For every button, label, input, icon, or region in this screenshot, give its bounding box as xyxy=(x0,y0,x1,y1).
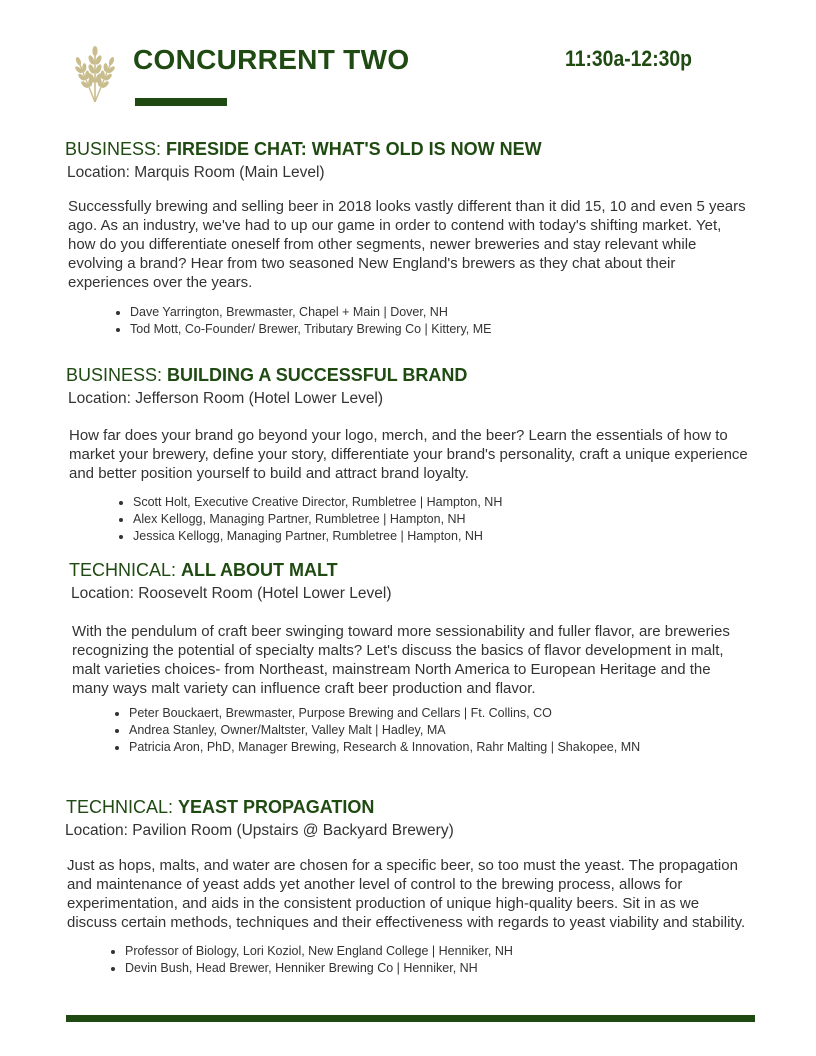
speaker-list xyxy=(129,705,751,756)
session-title: ALL ABOUT MALT xyxy=(181,560,338,580)
session-category: BUSINESS: xyxy=(66,365,163,385)
session-heading xyxy=(69,559,751,581)
session-category: BUSINESS: xyxy=(65,139,162,159)
wheat-icon xyxy=(64,44,126,104)
session-description: With the pendulum of craft beer swinging toward more sessionability and fuller flavor, are breweries recognizing the potential of specialty malts? Let's discuss the basics of flavor development in malt, malt varieties choices- from Northeast, mainstream North America to European Heritage and the many ways malt variety can influence craft beer production and flavor. xyxy=(72,623,730,697)
speaker-item: • Alex Kellogg, Managing Partner, Rumbletree | Hampton, NH xyxy=(133,511,750,528)
speaker-item: • Patricia Aron, PhD, Manager Brewing, Research & Innovation, Rahr Malting | Shakopee, MN xyxy=(129,739,751,756)
session-description: How far does your brand go beyond your logo, merch, and the beer? Learn the essentials of how to market your brewery, define your story, differentiate your brand's personality, craft a unique experience and better position yourself to build and attract brand loyalty. xyxy=(69,427,748,482)
session-description: Just as hops, malts, and water are chosen for a specific beer, so too must the yeast. The propagation and maintenance of yeast adds yet another level of control to the brewing process, allows for experimentation, and aids in the consistent production of unique high-quality beers. Sit in as we discuss certain methods, techniques and their effectiveness with regards to yeast viability and stability. xyxy=(67,857,746,931)
speaker-list xyxy=(125,943,750,977)
session-location: Location: Pavilion Room (Upstairs @ Backyard Brewery) xyxy=(65,822,454,839)
title-underline xyxy=(135,98,227,106)
session-time: 11:30a-12:30p xyxy=(565,46,693,71)
session-location: Location: Jefferson Room (Hotel Lower Level) xyxy=(68,390,384,407)
session-location: Location: Marquis Room (Main Level) xyxy=(67,164,325,181)
speaker-item: • Scott Holt, Executive Creative Director, Rumbletree | Hampton, NH xyxy=(133,494,750,511)
session-description: Successfully brewing and selling beer in 2018 looks vastly different than it did 15, 10 and even 5 years ago. As an industry, we've had to up our game in order to contend with today's shifting market. Yet, how do you differentiate oneself from other segments, newer breweries and stay relevant while evolving a brand? Hear from two seasoned New England's brewers as they chat about their experiences over the years. xyxy=(68,198,746,291)
footer-rule xyxy=(66,1015,755,1022)
speaker-list xyxy=(130,304,750,338)
speaker-item: • Professor of Biology, Lori Koziol, New England College | Henniker, NH xyxy=(125,943,750,960)
speaker-list xyxy=(133,494,750,545)
page-title: CONCURRENT TWO xyxy=(133,44,410,75)
session-all-about-malt xyxy=(69,559,751,756)
speaker-item: • Dave Yarrington, Brewmaster, Chapel + Main | Dover, NH xyxy=(130,304,750,321)
session-yeast-propagation xyxy=(66,796,750,977)
speaker-item: • Peter Bouckaert, Brewmaster, Purpose Brewing and Cellars | Ft. Collins, CO xyxy=(129,705,751,722)
session-title: YEAST PROPAGATION xyxy=(178,797,375,817)
session-building-brand xyxy=(66,364,750,545)
speaker-item: • Tod Mott, Co-Founder/ Brewer, Tributary Brewing Co | Kittery, ME xyxy=(130,321,750,338)
session-heading xyxy=(66,796,750,818)
speaker-item: • Devin Bush, Head Brewer, Henniker Brewing Co | Henniker, NH xyxy=(125,960,750,977)
speaker-item: • Jessica Kellogg, Managing Partner, Rumbletree | Hampton, NH xyxy=(133,528,750,545)
session-title: BUILDING A SUCCESSFUL BRAND xyxy=(167,365,468,385)
session-heading xyxy=(65,138,750,160)
session-title: FIRESIDE CHAT: WHAT'S OLD IS NOW NEW xyxy=(166,139,542,159)
session-category: TECHNICAL: xyxy=(66,797,174,817)
session-fireside-chat xyxy=(65,138,750,338)
session-category: TECHNICAL: xyxy=(69,560,177,580)
session-heading xyxy=(66,364,750,386)
speaker-item: • Andrea Stanley, Owner/Maltster, Valley Malt | Hadley, MA xyxy=(129,722,751,739)
session-location: Location: Roosevelt Room (Hotel Lower Level) xyxy=(71,585,392,602)
